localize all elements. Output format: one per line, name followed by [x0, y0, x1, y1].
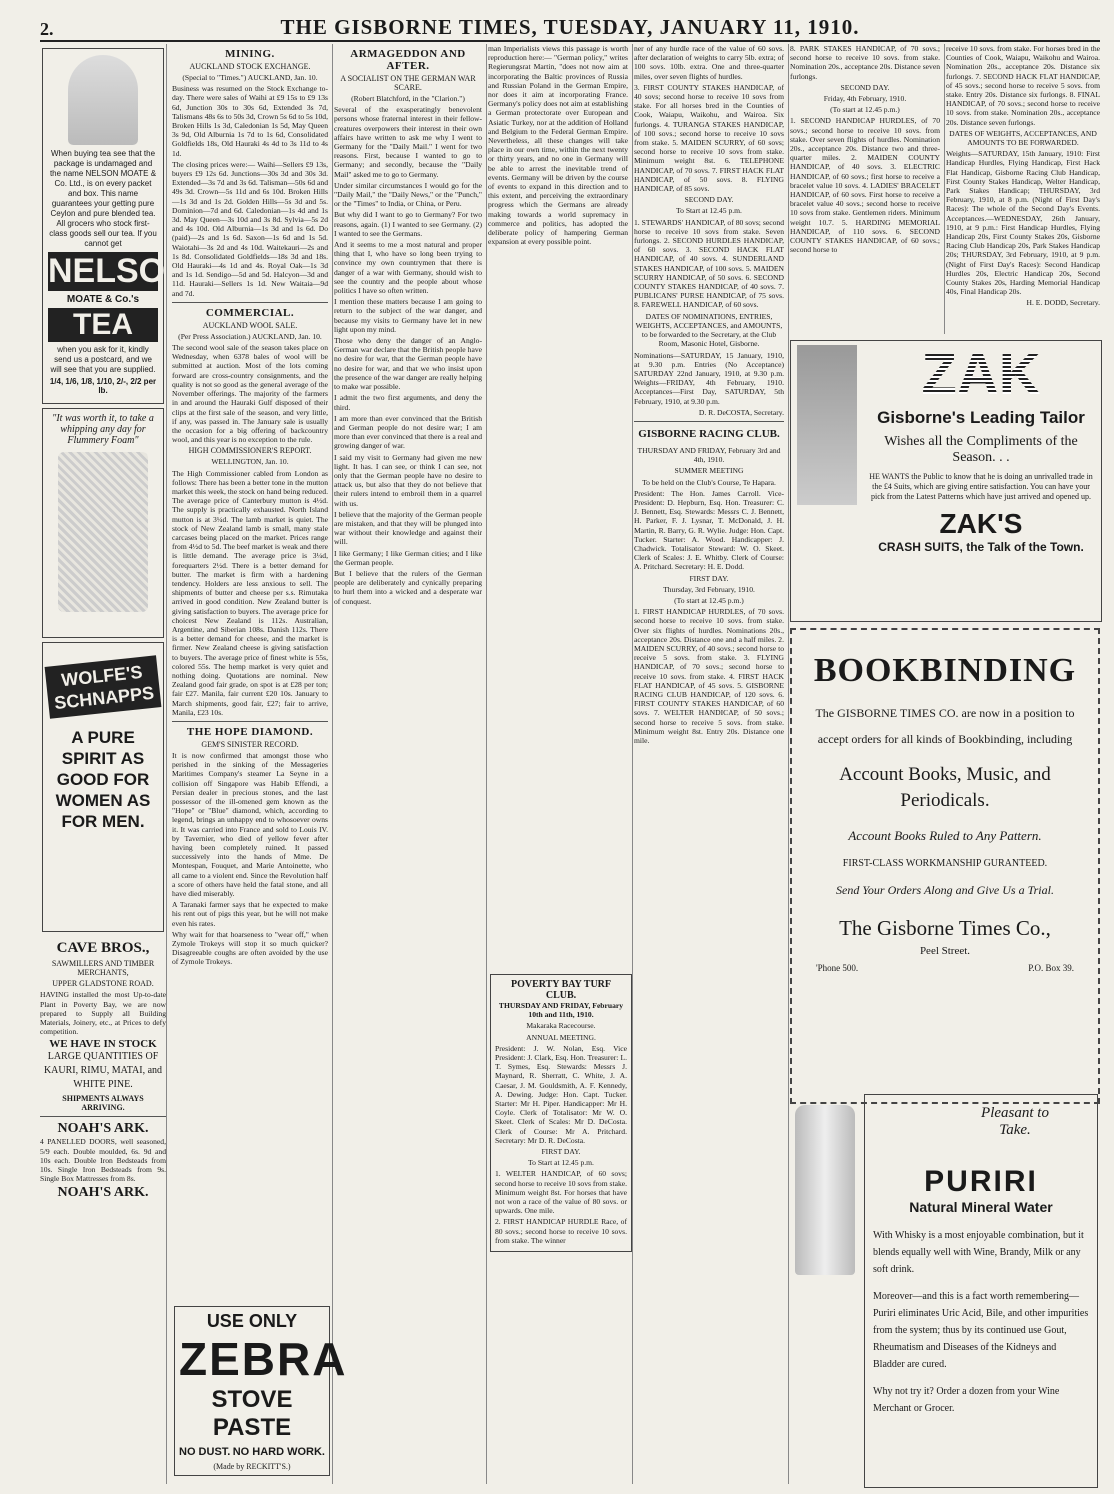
grc-dates: THURSDAY AND FRIDAY, February 3rd and 4th, 1910.: [637, 445, 781, 465]
divider: [634, 421, 784, 422]
page-number: 2.: [40, 19, 54, 39]
tailor-illustration-icon: [797, 345, 857, 505]
cave-title: CAVE BROS.,: [56, 940, 150, 957]
masthead: [40, 14, 1100, 42]
armageddon-sub: A SOCIALIST ON THE GERMAN WAR SCARE.: [340, 74, 476, 92]
ase-closing: The closing prices were:— Waihi—Sellers £9 13s, buyers £9 12s 6d. Junctions—30s 3d and 30s 3d. Extended—3s 7d and 3s 6d. Talisman—50s 6d and 49s 3d. Crown—5s 11d and 6s 10d. Broken Hills—1s 3d and 1s 2d. Golden Hills—5s 3d and 5s. Dominion—7d and 6d. Caledonian—1s 4d and 1s 3d. May Queen—3s 10d and 3s 8d. Sylvia—5s 2d and 4s 10d. Old Alburnia—1s 3d and 1s 6d. Do (paid)—2s and 1s 6d. Saxon—1s 6d and 1s 5d. Waiotahi—3s 2d and 4s 10d. Waitekauri—2s and 1s 8d. Consolidated Goldfields—18s 3d and 18s. Old Hauraki—4s 1d and 4s. Royal Oak—1s 3d and 1s 1d. Sendigo—5d and 5d. Halcyon—3d and 11d. Hauraki—Sellers 1s 1d. New Waitaia—9d and 7d.: [172, 159, 328, 298]
grc-date: Thursday, 3rd February, 1910.: [663, 584, 755, 594]
cave-bros-ad: [40, 940, 166, 1201]
ptc-races: 3. FIRST COUNTY STAKES HANDICAP, of 40 sovs; second horse to receive 10 sovs from stake. For all horses bred in the Counties of Cook, Waiapu, Waikohu, and Wairoa. Six furlongs. 4. TURANGA STAKES HANDICAP, of 100 sovs.; second horse to receive 10 sovs from stake. 5. MAIDEN SCURRY, of 60 sovs; second horse to receive 10 sovs from stake. Minimum weight 8st. 6. TELEPHONE HANDICAP, of 70 sovs. 7. FIRST HACK FLAT HANDICAP, of 50 sovs. 8. FLYING HANDICAP, of 85 sovs.: [634, 82, 784, 194]
nelson-tea-ad: [42, 48, 190, 404]
grc-day: FIRST DAY.: [689, 573, 729, 583]
hope-sub: GEM'S SINISTER RECORD.: [201, 740, 299, 749]
zak-sub: Gisborne's Leading Tailor: [877, 408, 1085, 427]
ase-heading: AUCKLAND STOCK EXCHANGE.: [189, 62, 311, 71]
divider: [40, 1116, 166, 1117]
armageddon-byline: (Robert Blatchford, in the "Clarion."): [351, 94, 465, 103]
armageddon-para: I admit the two first arguments, and deny the third.: [334, 393, 482, 412]
wolfes-tag: A PURE SPIRIT AS GOOD FOR WOMEN AS FOR MEN.: [55, 728, 151, 832]
zebra-ad: [174, 1306, 348, 1476]
armageddon-para: But I believe that the rulers of the German people are deliberately and cynically preparing to hurl them into a wicked and a desperate war of conquest.: [334, 568, 482, 606]
grc-second-day: SECOND DAY.: [840, 82, 890, 92]
ptc-second-start: To Start at 12.45 p.m.: [676, 206, 742, 216]
divider: [172, 302, 328, 303]
puriri-sub: Natural Mineral Water: [909, 1199, 1053, 1215]
commercial-heading: COMMERCIAL.: [205, 306, 295, 319]
woman-illustration-icon: [68, 55, 138, 145]
grc-second-races: 1. SECOND HANDICAP HURDLES, of 70 sovs.; second horse to receive 10 sovs. from stake. Over seven flights of hurdles. Nomination 20s., acceptance 20s. Distance two and three-quarter miles. 2. MAIDEN COUNTY HANDICAP, of 40 sovs. 3. ELECTRIC HANDICAP, of 60 sovs.; first horse to receive a bracelet value 10 sovs. 4. LADIES' BRACELET HANDICAP, of 60 sovs. First horse to receive a bracelet value 40 sovs.; second horse to receive 10 sovs from stake. Gentlemen riders. Minimum weight 10.7. 5. HARDING MEMORIAL HANDICAP, of 110 sovs. 6. SECOND COUNTY STAKES HANDICAP, of 60 sovs.; second horse to: [790, 116, 940, 255]
ptc-race: 2. FIRST HANDICAP HURDLE Race, of 80 sovs.; second horse to receive 10 sovs. from stake. The winner: [495, 1217, 627, 1245]
nelson-intro: When buying tea see that the package is undamaged and the name NELSON MOATE & Co. Ltd., is on every packet and box. This name guarantees your getting pure Ceylon and pure blended tea. All grocers who stock first-class goods sell our tea. If you cannot get: [49, 149, 157, 248]
wool-body: The second wool sale of the season takes place on Wednesday, when 6378 bales of wool will be submitted at auction. Most of the lots coming forward are cross-country consignments, and the quality is not so good as the general average of the November offerings. The majority of the farmers in and around the Hauraki Gulf disposed of their clips at the first sale of the season, and very little, if any, was passed in. The January sale is usually the occasion for a big offering of backcountry wool, and this year is no exception to the rule.: [172, 343, 328, 445]
zebra-brand: ZEBRA: [179, 1333, 348, 1385]
bookbinding-body-1: The GISBORNE TIMES CO. are now in a position to accept orders for all kinds of Bookbinding, including: [815, 706, 1075, 746]
ase-body: Business was resumed on the Stock Exchange to-day. There were sales of Waihi at £9 15s to £9 13s 6d, Junction 30s to 30s 6d, Extended 3s 7d, Talismans 48s 6s to 50s 3d, Crown 5s 6d to 5s 10d, Broken Hills 1s 3d, Caledonian 1s 5d, May Queen 3s 9d, Old Alburnia 1s 7d to 1s 6d, Consolidated Goldfields 18s, Old Hauraki 4s 4d to 3s 11d to 4s 1d.: [172, 84, 328, 158]
hope-heading: THE HOPE DIAMOND.: [186, 726, 314, 738]
stock-title: WE HAVE IN STOCK: [49, 1038, 157, 1051]
ptc-signature: D. R. DeCOSTA, Secretary.: [698, 407, 784, 417]
grc-meeting: SUMMER MEETING: [674, 466, 744, 476]
hc-body: The High Commissioner cabled from London as follows: There has been a better tone in the mutton market this week, the stock on hand being reduced. The average price of Canterbury mutton is 4½d. The supply is practically exhausted. North Island mutton is at 3¼d. The lamb market is quiet. The stock of New Zealand lamb is small, many stale carcases being placed on the market. Prices range from 4½d to 5d. The beef market is weak and there is little demand. The average price is 3¼d, forequarters 2½d. There is a better demand for butter. The market is firm with a hardening tendency. Holders are less anxious to sell. The shipments of butter and cheese per s.s. Rimutaka arrived in good condition. New Zealand butter is giving satisfaction to buyers. The average price for choicest New Zealand is 112s. Australian, Argentine, and Siberian 108s. Danish 112s. There is a better demand for cheese, and the market is firmer. New Zealand cheese is giving satisfaction to buyers. The average price of finest white is 55s, colored 55s. The hemp market is very quiet and nothing doing. Quotations are nominal. New Zealand good fair grade, on spot is at £28 per ton; fair £27. Manila, fair current £20 10s. January to March shipments, good fair, £27; fair to arrive, Manila, £23 10s.: [172, 468, 328, 717]
ptc-venue: Makaraka Racecourse.: [526, 1021, 596, 1031]
noah-body: 4 PANELLED DOORS, well seasoned, 5/9 each. Double moulded, 6s. 9d and 10s each. Double Iron Bedsteads from 10s. Single Iron Bedsteads from 9s. Single Box Mattresses from 8s.: [40, 1137, 166, 1184]
nelson-tea: TEA: [48, 308, 158, 342]
grc-title: GISBORNE RACING CLUB.: [638, 427, 780, 440]
ptc-title: POVERTY BAY TURF CLUB.: [510, 979, 612, 1001]
zebra-tag-2: NO HARD WORK.: [232, 1446, 325, 1458]
zak-crash-sub: CRASH SUITS, the Talk of the Town.: [878, 540, 1084, 554]
grc-dates-heading: DATES OF WEIGHTS, ACCEPTANCES, AND AMOUNTS TO BE FORWARDED.: [949, 128, 1097, 148]
bookbinding-ad: [790, 628, 1100, 1104]
puriri-body-2: Moreover—and this is a fact worth remembering—Puriri eliminates Uric Acid, Bile, and other impurities from the system; thus by its continued use Gout, Rheumatism and Diseases of the Kidneys and Bladder are cured.: [873, 1291, 1089, 1370]
divider: [172, 721, 328, 722]
grc-races: 1. FIRST HANDICAP HURDLES, of 70 sovs. second horse to receive 10 sovs. from stake. Over six flights of hurdles. Nominations 20s., acceptance 20s. Distance one and a half miles. 2. MAIDEN SCURRY, of 40 sovs.; second horse to receive 5 sovs. from stake. 3. FLYING HANDICAP, of 70 sovs.; second horse to receive 10 sovs. from stake. 4. FIRST HACK FLAT HANDICAP, of 45 sovs. 5. GISBORNE RACING CLUB HANDICAP, of 120 sovs. 6. FIRST COUNTY STAKES HANDICAP, of 60 sovs. 7. WELTER HANDICAP, of 50 sovs.; second horse to receive 5 sovs. from stake. Minimum weight 8st. Entry 20s. Distance one mile.: [634, 607, 784, 746]
ptc-second-races: 1. STEWARDS' HANDICAP, of 80 sovs; second horse to receive 10 sovs from stake. Seven furlongs. 2. SECOND HURDLES HANDICAP, of 60 sovs. 3. SECOND HACK FLAT HANDICAP, of 40 sovs. 4. SUNDERLAND STAKES HANDICAP, of 100 sovs. 5. MAIDEN SCURRY HANDICAP, of 50 sovs. 6. SECOND COUNTY STAKES HANDICAP, of 40 sovs. 7. PUBLICANS' PURSE HANDICAP, of 75 sovs. 8. FAREWELL HANDICAP, of 60 sovs.: [634, 217, 784, 310]
wool-heading: AUCKLAND WOOL SALE.: [202, 320, 298, 330]
girl-illustration-icon: [58, 452, 148, 612]
ase-dateline: (Special to "Times.") AUCKLAND, Jan. 10.: [182, 73, 318, 82]
zak-crash: ZAK'S: [939, 508, 1023, 539]
zak-wish: Wishes all the Compliments of the Season. . .: [884, 434, 1078, 465]
zak-body: HE WANTS the Public to know that he is doing an unrivalled trade in the £4 Suits, which are giving entire satisfaction. You can have your pick from the Latest Patterns which have just arrived and opened up.: [869, 472, 1093, 501]
ptc-dates: THURSDAY AND FRIDAY, February 10th and 11th, 1910.: [498, 1001, 624, 1020]
ptc-second-day: SECOND DAY.: [684, 195, 734, 205]
grc-race: 8. PARK STAKES HANDICAP, of 70 sovs.; second horse to receive 10 sovs. from stake. Nomination 20s., acceptance 20s. Distance seven furlongs.: [790, 44, 940, 81]
armageddon-para: I am more than ever convinced that the British and German people do not desire war; I am more than ever convinced that there is a real and growing danger of war.: [334, 413, 482, 451]
column-4: [488, 44, 633, 1484]
mining-heading: MINING.: [225, 48, 275, 60]
wolfes-ad: [42, 642, 164, 932]
ptc-dates-heading: DATES OF NOMINATIONS, ENTRIES, WEIGHTS, ACCEPTANCES, and AMOUNTS, to be forwarded to the Secretary, at the Club Room, Masonic Hotel, Gisborne.: [635, 311, 783, 349]
armageddon-para: I believe that the majority of the German people are mistaken, and that they will be plunged into war without their knowledge and against their will.: [334, 509, 482, 547]
nelson-brand: NELSON: [48, 252, 190, 290]
armageddon-para: But why did I want to go to Germany? For two reasons, again. (1) I wanted to see Germany. (2) I wanted to see the Germans.: [334, 210, 482, 238]
flummery-ad: [42, 408, 164, 638]
zebra-sub: STOVE PASTE: [211, 1386, 293, 1441]
puriri-body-3: Why not try it? Order a dozen from your Wine Merchant or Grocer.: [873, 1386, 1060, 1414]
hc-heading: HIGH COMMISSIONER'S REPORT.: [188, 446, 312, 456]
bottle-illustration-icon: [795, 1105, 855, 1275]
ptc-start: To Start at 12.45 p.m.: [528, 1158, 594, 1168]
puriri-pleasant: Pleasant to Take.: [981, 1105, 1049, 1138]
nelson-prices: 1/4, 1/6, 1/8, 1/10, 2/-, 2/2 per lb.: [49, 377, 157, 396]
bookbinding-street: Peel Street.: [919, 945, 971, 957]
grc-venue: To be held on the Club's Course, Te Hapara.: [642, 477, 776, 487]
taranaki-body: A Taranaki farmer says that he expected to make his rent out of pigs this year, but he will not make even his rates.: [172, 900, 328, 928]
zak-brand: ZAK: [861, 341, 1101, 408]
armageddon-para: Those who deny the danger of an Anglo-German war declare that the British people have no desire for war, that the German people have no desire for war, and that we who insist upon the presence of the war danger are really helping to make war possible.: [334, 336, 483, 392]
column-6: [790, 44, 945, 334]
stock-list: LARGE QUANTITIES OF KAURI, RIMU, MATAI, and WHITE PINE.: [43, 1051, 163, 1091]
grc-dates-body: Weights—SATURDAY, 15th January, 1910: First Handicap Hurdles, Flying Handicap, First Hack Flat Handicap, Gisborne Racing Club Handicap, First County Stakes Handicap, Welter Handicap, Park Stakes Handicap; THURSDAY, 3rd February, 1910, at 8 p.m. (Night of First Day's Races): The whole of the Second Day's Events. Acceptances.—WEDNESDAY, 26th January, 1910, at 9 p.m.: First Handicap Hurdles, Flying Handicap 20s, First County Stakes 20s, Gisborne Racing Club Handicap 20s, Park Stakes Handicap 20s; THURSDAY, 3rd February, 1910, at 9 p.m. (Night of First Day's Races): Second Handicap Hurdles 20s, Electric Handicap 20s, Second County Stakes 20s, Harding Memorial Handicap 40s, Final Handicap 20s.: [946, 149, 1100, 297]
zak-ad: [790, 340, 1102, 622]
grc-second-start: (To start at 12.45 p.m.): [830, 105, 900, 115]
puriri-body-1: With Whisky is a most enjoyable combination, but it blends equally well with Wine, Brandy, Milk or any soft drink.: [873, 1230, 1084, 1275]
grc-start: (To start at 12.45 p.m.): [674, 595, 744, 605]
armageddon-para: Under similar circumstances I would go for the "Daily Mail," the "Daily News," or the "Punch," or the "Times" to India, or China, or Peru.: [334, 180, 482, 209]
column-1: [40, 44, 190, 1484]
noah-foot: NOAH'S ARK.: [57, 1185, 149, 1201]
armageddon-para: I like Germany; I like German cities; and I like the German people.: [334, 548, 482, 567]
cave-sub: SAWMILLERS AND TIMBER MERCHANTS,: [51, 959, 155, 978]
column-2: [172, 44, 348, 1484]
wool-dateline: (Per Press Association.) AUCKLAND, Jan. 10.: [178, 331, 322, 341]
newspaper-title: THE GISBORNE TIMES, TUESDAY, JANUARY 11, 1910.: [280, 15, 860, 39]
grc-race-continuation: receive 10 sovs. from stake. For horses bred in the Counties of Cook, Waiapu, Waikohu and Wairoa. Nomination 20s., acceptance 20s. Distance six furlongs. 7. SECOND HACK FLAT HANDICAP, of 45 sovs.; second horse to receive 5 sovs. from stake. Entry 20s. Distance six furlongs. 8. FINAL HANDICAP, of 70 sovs.; second horse to receive 10 sovs. from stake. Nomination 20s., acceptance 20s. Distance seven furlongs.: [946, 44, 1100, 127]
armageddon-para: I mention these matters because I am going to return to the subject of the war danger, and because my visits to Germany have let in new light upon my mind.: [334, 297, 482, 334]
nelson-outro: when you ask for it, kindly send us a postcard, and we will see that you are supplied.: [50, 345, 156, 374]
hc-dateline: WELLINGTON, Jan. 10.: [211, 457, 289, 467]
bookbinding-body-2: Account Books, Music, and Periodicals.: [839, 764, 1051, 811]
grc-officials: President: The Hon. James Carroll. Vice-President: D. Hepburn, Esq. Hon. Treasurer: C. J. Bennett, Esq. Stewards: Messrs C. J. Bennett, H. Parker, F. J. Lysnar, T. McDonald, J. H. Martin, R. Barry, G. R. Wylie. Judge: Hon. Capt. Tucker. Starter: A. Wood. Handicapper: J. Chadwick. Totalisator Steward: W. O. Skeet. Clerk of Scales: J. E. Whitby. Clerk of Course: A. Pritchard. Secretary: H. E. Dodd.: [634, 488, 784, 572]
flummery-quote: "It was worth it, to take a whipping any day for Flummery Foam": [52, 413, 154, 447]
why-body: Why wait for that hoarseness to "wear off," when Zymole Trokeys will stop it so much quicker? Disagreeable coughs are often avoided by the use of Zymole Trokeys.: [172, 929, 328, 967]
bookbinding-body-5: Send Your Orders Along and Give Us a Trial.: [836, 883, 1054, 897]
grc-second-date: Friday, 4th February, 1910.: [823, 94, 907, 104]
cave-body: HAVING installed the most Up-to-date Plant in Poverty Bay, we are now prepared to Supply all Building Materials, Joinery, etc., at Prices to defy competition.: [40, 990, 166, 1037]
column-7: [946, 44, 1100, 334]
article-continuation: man Imperialists views this passage is worth reproduction here:— "German policy," writes Regierungsrat Martin, "does not now aim at incorporating the Baltic provinces of Russia and Russian Poland in the German Empire, nor does it aim at incorporating France. Germany's policy does not aim at establishing a German protectorate over European and Asiatic Turkey, nor at the addition of Holland and Belgium to the Federal German Empire. Nevertheless, all these changes will take place in our own time, within the next twenty or thirty years, and no one in Germany will be able to arrest the inevitable trend of events. Germany will be driven by the course of events to expand in this direction and to this extent, and perceiving the extraordinary progress which the Germans are already making towards a world supremacy in commerce and politics, has adopted the deliberate policy of hampering German expansion at every possible point.: [488, 44, 628, 247]
ptc-day: FIRST DAY.: [541, 1147, 581, 1157]
wolfes-brand: WOLFE'S SCHNAPPS: [45, 656, 162, 719]
column-3: [334, 44, 487, 1484]
zebra-tag-1: NO DUST.: [179, 1446, 231, 1458]
puriri-ad: [864, 1094, 1098, 1488]
ptc-race: 1. WELTER HANDICAP, of 60 sovs; second horse to receive 10 sovs from stake. Minimum weight 8st. For horses that have not won a race of the value of 80 sovs. or upwards. One mile.: [495, 1169, 628, 1216]
poverty-bay-turf-club-ad: [490, 974, 632, 1252]
column-5: [634, 44, 789, 1484]
bookbinding-body-4: FIRST-CLASS WORKMANSHIP GURANTEED.: [842, 858, 1048, 869]
noah-title: NOAH'S ARK.: [57, 1121, 149, 1137]
bookbinding-company: The Gisborne Times Co.,: [839, 916, 1051, 940]
hope-body: It is now confirmed that amongst those who perished in the sinking of the Messageries Maritimes Company's steamer La Seyne in a collision off Singapore was Habib Effendi, a Persian dealer in precious stones, and the last possessor of the ill-omened gem known as the "Hope" or "Blue" diamond, which, according to legend, brings an unhappy end to whosoever owns it. It was carried into France and sold to Louis IV. by Tavernier, who died of yellow fever after having been completely ruined. It passed successively into the hands of Mme. De Montespan, Fouquet, and Marie Antoinette, who all came to a violent end. Since the Revolution half a score of others have held the fatal stone, and all have died miserably.: [172, 751, 328, 899]
armageddon-para: And it seems to me a most natural and proper thing that I, who have so long been trying to convince my own countrymen that there is danger of a war with Germany, should wish to see the country and the people about whose politics I have so often written.: [334, 240, 482, 296]
grc-signature: H. E. DODD, Secretary.: [1026, 298, 1100, 308]
ptc-officials: President: J. W. Nolan, Esq. Vice President: J. Clark, Esq. Hon. Treasurer: L. T. Symes, Esq. Stewards: Messrs J. Maynard, R. Sherratt, C. White, J. A. Caesar, J. M. Gouldsmith, A. F. Kennedy, A. Dewing. Judge: Hon. Capt. Tucker. Starter: Mr H. Piper. Handicapper: Mr H. Coyle. Clerk of Totalisator: Mr W. O. Skeet. Clerk of Scales: Mr D. DeCosta. Clerk of Course: Mr A. Pritchard. Secretary: Mr D. R. DeCosta.: [495, 1043, 627, 1145]
bookbinding-box: P.O. Box 39.: [1028, 963, 1074, 973]
armageddon-para: I said my visit to Germany had given me new light. It has. I can see, or think I can see, not only that the German people have no desire to attack us, but also that they do not believe that their rulers intend to embroil them in a quarrel with us.: [334, 452, 482, 508]
cave-addr: UPPER GLADSTONE ROAD.: [52, 979, 154, 989]
armageddon-heading: ARMAGEDDON AND AFTER.: [350, 48, 466, 72]
bookbinding-title: BOOKBINDING: [813, 652, 1077, 689]
bookbinding-phone: 'Phone 500.: [816, 963, 859, 973]
bookbinding-body-3: Account Books Ruled to Any Pattern.: [848, 828, 1042, 843]
zebra-top: USE ONLY: [206, 1311, 298, 1331]
zebra-foot: (Made by RECKITT'S.): [213, 1462, 291, 1471]
ptc-meeting: ANNUAL MEETING.: [526, 1032, 596, 1042]
ptc-dates-body: Nominations—SATURDAY, 15 January, 1910, at 9.30 p.m. Entries (No Acceptance) SATURDAY 22nd January, 1910, at 9.30 p.m. Weights—FRIDAY, 4th February, 1910. Acceptances—First Day, SATURDAY, 5th February, 1910, at 9.30 p.m.: [634, 350, 784, 406]
puriri-brand: PURIRI: [924, 1165, 1038, 1198]
ptc-continuation: ner of any hurdle race of the value of 60 sovs. after declaration of weights to carry 5lb. extra; of 100 sovs. 10lb. extra. One and three-quarter miles, over seven flights of hurdles.: [634, 44, 784, 81]
armageddon-para: Several of the exasperatingly benevolent persons whose fraternal interest in their fellow-creatures overpowers their interest in their own affairs have written to ask me why I went to Germany for the "Daily Mail." I went for two reasons. First, because I wanted to go to Germany; and secondly, because the "Daily Mail" asked me to go to Germany.: [334, 105, 482, 179]
stock-foot: SHIPMENTS ALWAYS ARRIVING.: [62, 1094, 144, 1113]
nelson-sub: MOATE & Co.'s: [66, 294, 140, 305]
